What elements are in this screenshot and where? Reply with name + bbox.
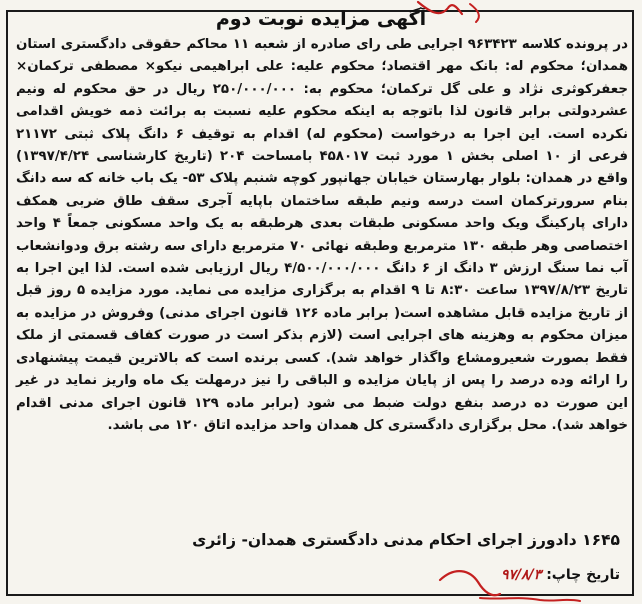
notice-title: آگهی مزایده نوبت دوم xyxy=(215,8,427,30)
notice-body: در پرونده کلاسه ۹۶۳۴۲۳ اجرایی طی رای صادره از شعبه ۱۱ محاکم حقوقی دادگستری استان همدان؛ محکوم له: بانک مهر اقتصاد؛ محکوم علیه: علی ابراهیمی نیکو× مصطفی ترکمان× جعفرکوثری نژاد و علی گل ترکمان؛ محکوم به: ۲۵۰/۰۰۰/۰۰۰ ریال در حق محکوم له ونیم عشردولتی برابر قانون لذا باتوجه به اینکه محکوم علیه نسبت به برائت ذمه خویش اقدامی نکرده است. این اجرا به درخواست (محکوم له) اقدام به توقیف ۶ دانگ پلاک ثبتی ۲۱۱۷۲ فرعی از ۱۰ اصلی بخش ۱ مورد ثبت ۴۵۸۰۱۷ بامساحت ۲۰۴ (تاریخ کارشناسی ۱۳۹۷/۴/۲۴) واقع در همدان: بلوار بهارستان خیابان جهانپور کوچه شنبم پلاک ۵۳- یک باب خانه که سه دانگ بنام سرورترکمان است درسه ونیم طبقه ساختمان باپایه آجری سقف طاق ضربی همکف دارای پارکینگ ویک واحد مسکونی طبقات بعدی هرطبقه به یک واحد مسکونی جمعاً ۴ واحد اختصاصی وهر طبقه ۱۳۰ مترمربع وطبقه نهائی ۷۰ مترمربع دارای سه رشته برق ودوانشعاب آب نما سنگ ارزش ۳ دانگ از ۶ دانگ ۴/۵۰۰/۰۰۰/۰۰۰ ریال ارزیابی شده است. لذا این اجرا به تاریخ ۱۳۹۷/۸/۲۳ ساعت ۸:۳۰ تا ۹ اقدام به برگزاری مزایده می نماید. مورد مزایده ۵ روز قبل از تاریخ مزایده قابل مشاهده است( برابر ماده ۱۲۶ قانون اجرای مدنی) وفروش در مزایده به میزان محکوم به وهزینه های اجرایی است (لازم بذکر است در صورت کفاف قسمتی از ملک فقط بصورت شعیرومشاع واگذار خواهد شد). کسی برنده است که بالاترین قیمت پیشنهادی را ارائه وده درصد را پس از پایان مزایده و الباقی را نیز درمهلت یک ماه واریز نماید در غیر این صورت ده درصد بنفع دولت ضبط می شود (برابر ماده ۱۲۹ قانون اجرای مدنی اقدام خواهد شد). محل برگزاری دادگستری کل همدان واحد مزایده اتاق ۱۲۰ می باشد. xyxy=(16,37,629,433)
print-date-label: تاریخ چاپ: xyxy=(546,567,620,583)
notice-signature: ۱۶۴۵ دادورز اجرای احکام مدنی دادگستری همدان- زائری xyxy=(192,531,620,549)
print-date-value: ۹۷/۸/۳ xyxy=(501,567,542,583)
print-date xyxy=(501,567,620,583)
